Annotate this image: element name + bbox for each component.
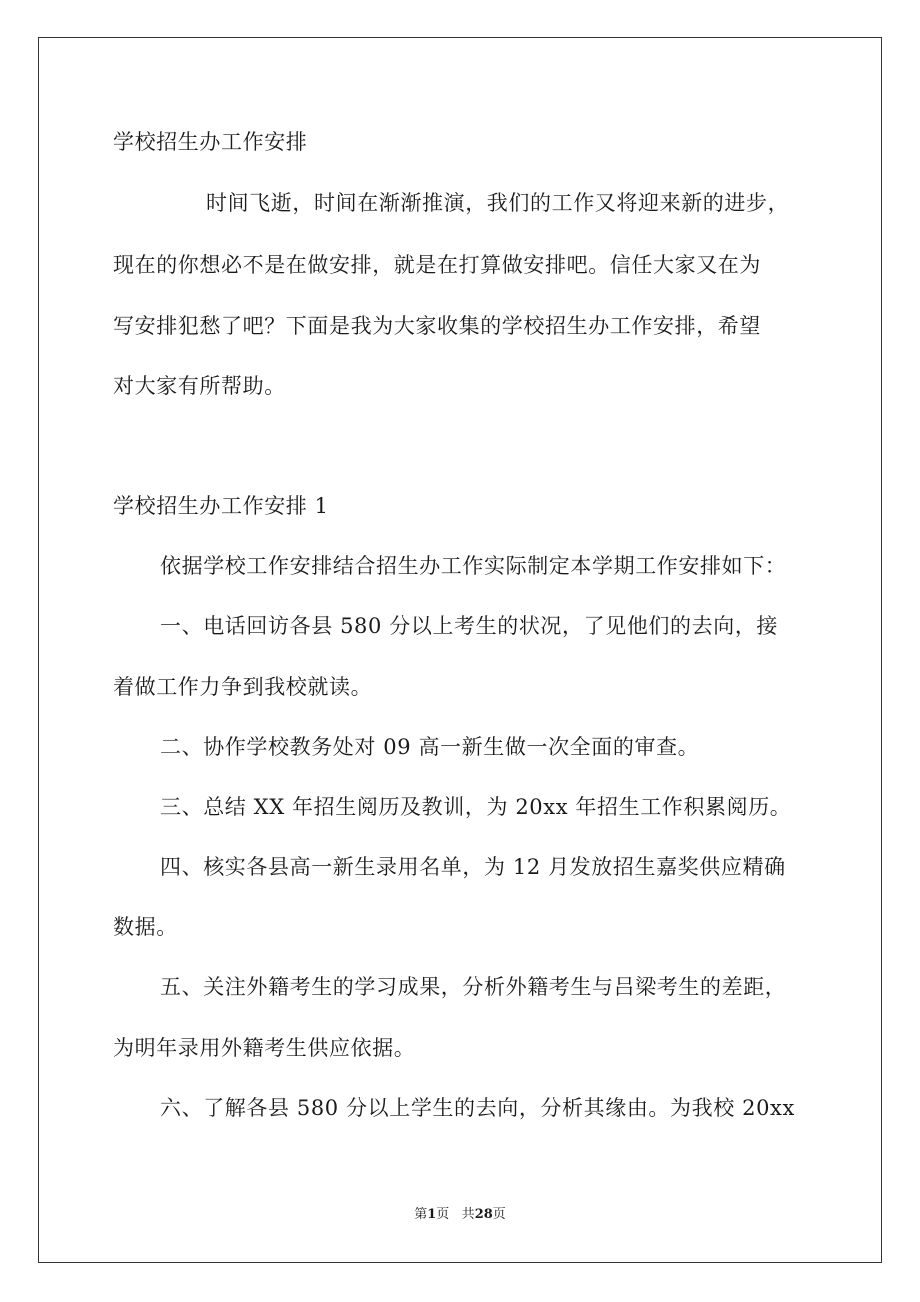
body-line: 一、电话回访各县 580 分以上考生的状况，了见他们的去向，接 (160, 614, 779, 638)
footer-mid: 页 (436, 1207, 450, 1222)
document-title: 学校招生办工作安排 (113, 130, 308, 154)
footer-page-number: 1 (427, 1207, 437, 1222)
body-line: 六、了解各县 580 分以上学生的去向，分析其缘由。为我校 20xx (160, 1096, 795, 1120)
section-title: 学校招生办工作安排 1 (113, 494, 329, 518)
body-line: 五、关注外籍考生的学习成果，分析外籍考生与吕梁考生的差距， (160, 975, 787, 999)
body-line: 四、核实各县高一新生录用名单，为 12 月发放招生嘉奖供应精确 (160, 855, 786, 879)
body-line: 为明年录用外籍考生供应依据。 (113, 1036, 416, 1060)
intro-line: 对大家有所帮助。 (113, 374, 286, 398)
footer-total-prefix: 共 (461, 1207, 475, 1222)
body-line: 依据学校工作安排结合招生办工作实际制定本学期工作安排如下： (160, 554, 787, 578)
body-line: 三、总结 XX 年招生阅历及教训，为 20xx 年招生工作积累阅历。 (160, 795, 792, 819)
intro-line: 现在的你想必不是在做安排，就是在打算做安排吧。信任大家又在为 (113, 253, 761, 277)
body-line: 数据。 (113, 915, 178, 939)
body-line: 二、协作学校教务处对 09 高一新生做一次全面的审查。 (160, 735, 700, 759)
body-line: 着做工作力争到我校就读。 (113, 675, 373, 699)
page-footer (0, 1206, 920, 1224)
intro-line: 写安排犯愁了吧？下面是我为大家收集的学校招生办工作安排，希望 (113, 314, 761, 338)
footer-prefix: 第 (414, 1207, 428, 1222)
intro-line: 时间飞逝，时间在渐渐推演，我们的工作又将迎来新的进步， (206, 191, 790, 215)
footer-suffix: 页 (492, 1207, 506, 1222)
page-border (38, 37, 882, 1263)
footer-total-pages: 28 (474, 1207, 493, 1222)
